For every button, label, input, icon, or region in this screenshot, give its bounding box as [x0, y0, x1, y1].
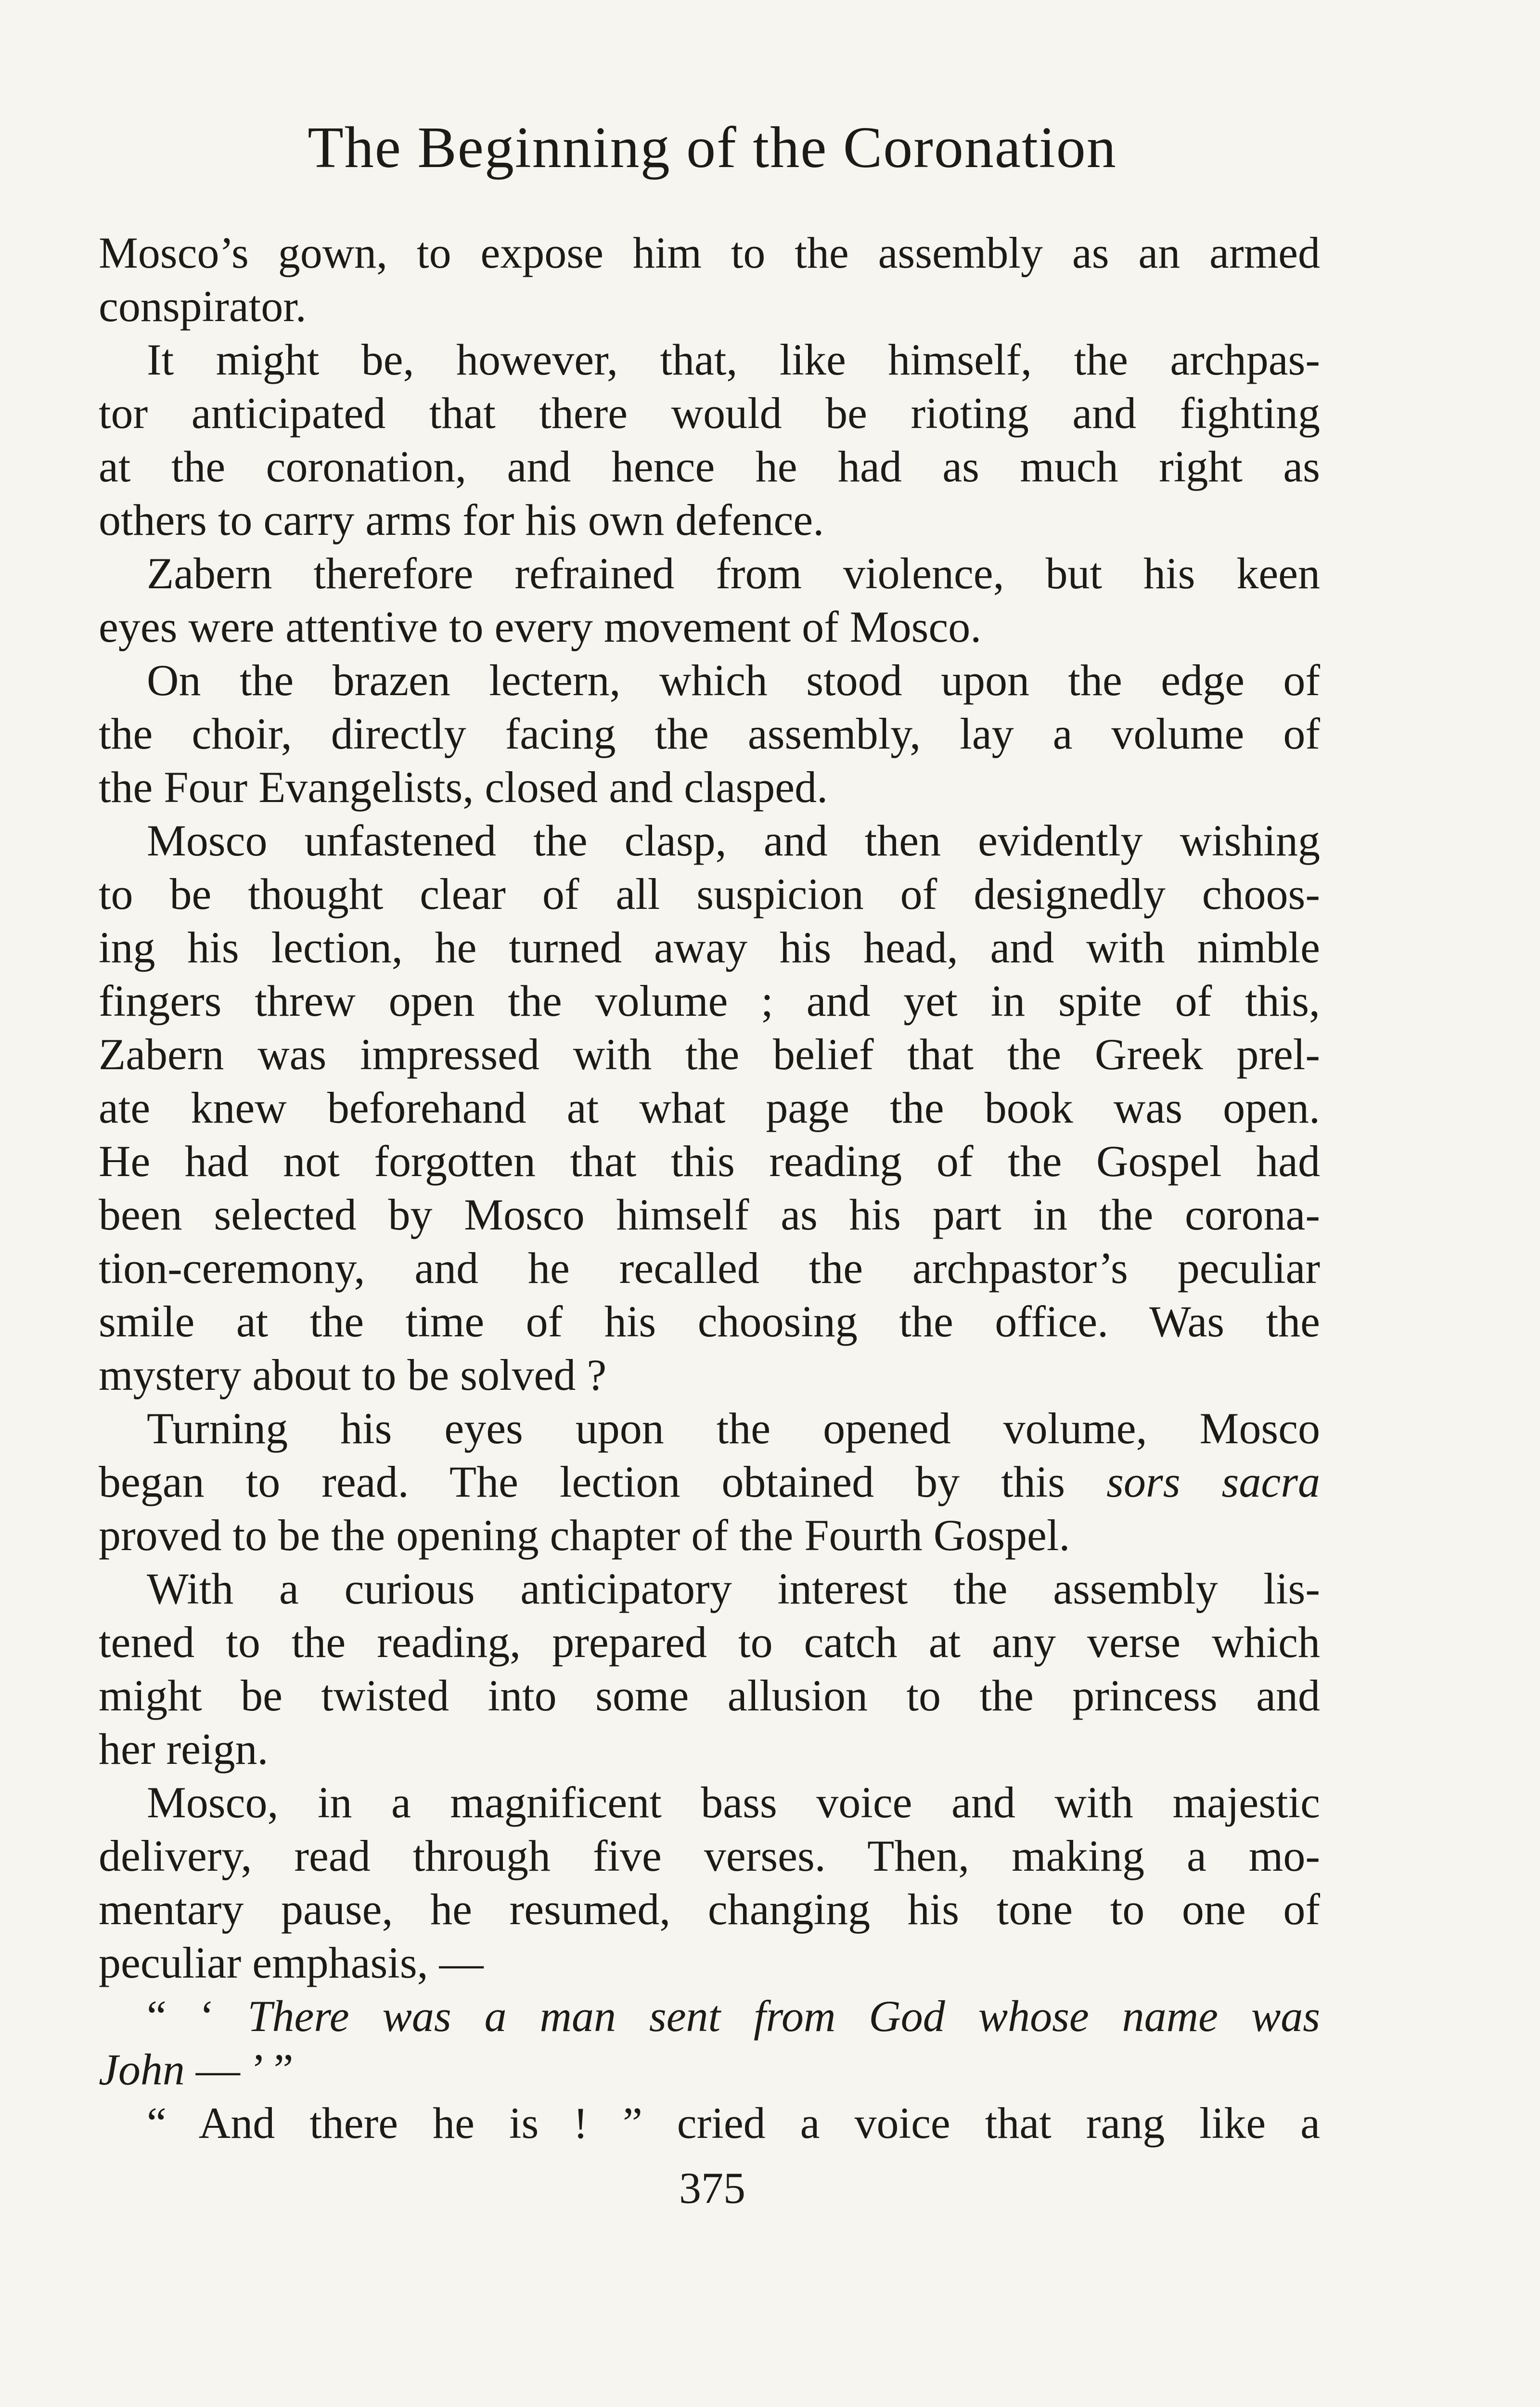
text-line: ing his lection, he turned away his head, and with nimble [99, 923, 1320, 972]
page-title: The Beginning of the Coronation [308, 115, 1117, 180]
italic-phrase: John [99, 2045, 185, 2094]
paragraph [99, 2096, 1320, 2150]
text-line: It might be, however, that, like himself, the archpas- [147, 335, 1320, 384]
text-run: “ ‘ [147, 1992, 248, 2041]
text-line: “ And there he is ! ” cried a voice that rang like a [147, 2098, 1320, 2148]
italic-phrase: sors sacra [1106, 1457, 1320, 1506]
text-line: peculiar emphasis, — [99, 1938, 484, 1987]
quoted-passage [99, 1990, 1320, 2096]
text-line: tion-ceremony, and he recalled the archpastor’s peculiar [99, 1243, 1320, 1293]
paragraph [99, 654, 1320, 814]
text-line: might be twisted into some allusion to the princess and [99, 1671, 1320, 1720]
text-line: ate knew beforehand at what page the book was open. [99, 1083, 1320, 1132]
text-line: Zabern was impressed with the belief that the Greek prel- [99, 1030, 1320, 1079]
paragraph [99, 1402, 1320, 1562]
paragraph [99, 333, 1320, 547]
text-line: smile at the time of his choosing the office. Was the [99, 1297, 1320, 1346]
text-run: — ’ ” [184, 2045, 294, 2094]
text-line: On the brazen lectern, which stood upon the edge of [147, 656, 1320, 705]
text-line: mystery about to be solved ? [99, 1350, 607, 1399]
text-line: With a curious anticipatory interest the assembly lis- [147, 1564, 1320, 1613]
text-line: her reign. [99, 1724, 269, 1773]
paragraph [99, 814, 1320, 1402]
text-line: at the coronation, and hence he had as much right as [99, 442, 1320, 491]
text-line: Mosco, in a magnificent bass voice and with majestic [147, 1778, 1320, 1827]
text-line: tor anticipated that there would be rioting and fighting [99, 388, 1320, 438]
text-line: conspirator. [99, 282, 307, 331]
text-line: mentary pause, he resumed, changing his tone to one of [99, 1885, 1320, 1934]
text-run: began to read. The lection obtained by this [99, 1457, 1107, 1506]
text-line: Zabern therefore refrained from violence, but his keen [147, 549, 1320, 598]
text-line: He had not forgotten that this reading of the Gospel had [99, 1137, 1320, 1186]
text-line [99, 2043, 1320, 2096]
text-line: Mosco unfastened the clasp, and then evidently wishing [147, 816, 1320, 865]
text-line: others to carry arms for his own defence. [99, 495, 824, 544]
page-number: 375 [679, 2163, 745, 2213]
text-line: Mosco’s gown, to expose him to the assembly as an armed [99, 228, 1320, 277]
text-line: the Four Evangelists, closed and clasped. [99, 763, 828, 812]
text-line: the choir, directly facing the assembly, lay a volume of [99, 709, 1320, 758]
italic-phrase: There was a man sent from God whose name was [247, 1992, 1320, 2041]
paragraph [99, 1776, 1320, 1990]
text-line [99, 1990, 1320, 2043]
text-line: tened to the reading, prepared to catch at any verse which [99, 1618, 1320, 1667]
text-line: delivery, read through five verses. Then, making a mo- [99, 1831, 1320, 1880]
text-line [99, 1455, 1320, 1509]
text-line: fingers threw open the volume ; and yet in spite of this, [99, 976, 1320, 1025]
paragraph [99, 547, 1320, 654]
page-body [99, 226, 1320, 2150]
text-line: eyes were attentive to every movement of Mosco. [99, 602, 982, 651]
paragraph [99, 226, 1320, 333]
paragraph [99, 1562, 1320, 1776]
text-line: to be thought clear of all suspicion of designedly choos- [99, 869, 1320, 919]
text-line: been selected by Mosco himself as his part in the corona- [99, 1190, 1320, 1239]
text-line: Turning his eyes upon the opened volume, Mosco [147, 1404, 1320, 1453]
text-line: proved to be the opening chapter of the Fourth Gospel. [99, 1511, 1070, 1560]
